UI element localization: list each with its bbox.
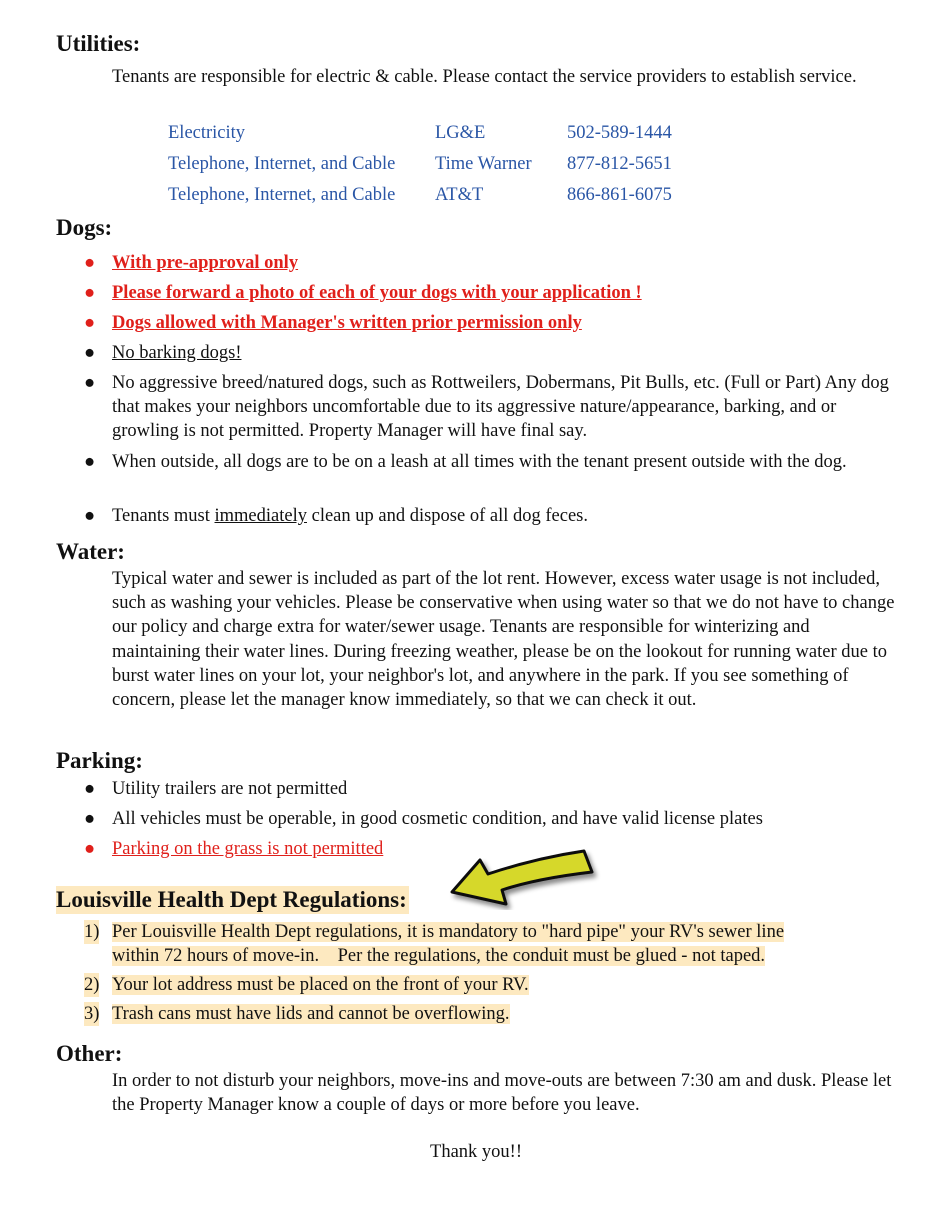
dogs-rule: Please forward a photo of each of your dogs with your application !	[112, 283, 642, 303]
bullet-dot: ●	[84, 283, 96, 303]
item-number: 3)	[84, 1002, 99, 1026]
bullet-dot: ●	[84, 506, 96, 526]
utility-provider: Time Warner	[435, 154, 532, 174]
utility-row	[168, 151, 768, 182]
dogs-rule: When outside, all dogs are to be on a leash at all times with the tenant present outside with the dog.	[112, 452, 847, 472]
bullet-dot: ●	[84, 253, 96, 273]
dogs-heading: Dogs:	[56, 215, 113, 240]
bullet-dot: ●	[84, 373, 96, 393]
bullet-dot: ●	[84, 343, 96, 363]
dogs-rule	[112, 504, 892, 528]
utility-phone: 877-812-5651	[567, 154, 672, 174]
utility-service: Telephone, Internet, and Cable	[168, 154, 396, 174]
utility-provider: LG&E	[435, 123, 486, 143]
utility-phone: 866-861-6075	[567, 185, 672, 205]
item-text	[112, 920, 852, 968]
utility-row	[168, 120, 768, 151]
item-text	[112, 1002, 852, 1026]
parking-heading: Parking:	[56, 748, 143, 773]
bullet-dot: ●	[84, 839, 96, 859]
feces-pre: Tenants must	[112, 506, 215, 526]
bullet-dot: ●	[84, 452, 96, 472]
item-line: Per Louisville Health Dept regulations, it is mandatory to "hard pipe" your RV's sewer line	[112, 922, 785, 942]
yellow-arrow-icon	[446, 846, 606, 910]
closing-text: Thank you!!	[430, 1142, 522, 1162]
dogs-rule: No aggressive breed/natured dogs, such as Rottweilers, Dobermans, Pit Bulls, etc. (Full or Part) Any dog that makes your neighbors uncomfortable due to its aggressive nature/appearance, barking, and or growling is not permitted. Property Manager will have final say.	[112, 373, 889, 442]
parking-rule: All vehicles must be operable, in good cosmetic condition, and have valid license plates	[112, 809, 763, 829]
health-heading: Louisville Health Dept Regulations:	[56, 887, 407, 912]
parking-rule: Parking on the grass is not permitted	[112, 839, 384, 859]
item-number: 2)	[84, 973, 99, 997]
bullet-dot: ●	[84, 313, 96, 333]
dogs-rule: Dogs allowed with Manager's written prior permission only	[112, 313, 582, 333]
water-text: Typical water and sewer is included as part of the lot rent. However, excess water usage is not included, such as washing your vehicles. Please be conservative when using water so that we do not have to change our policy and charge extra for water/sewer usage. Tenants are responsible for winterizing and maintaining their water lines. During freezing weather, please be on the lookout for running water due to burst water lines on your lot, your neighbor's lot, and anywhere in the park. If you see something of concern, please let the manager know immediately, so that we can check it out.	[112, 569, 895, 711]
utility-service: Telephone, Internet, and Cable	[168, 185, 396, 205]
item-line: Your lot address must be placed on the front of your RV.	[112, 975, 529, 995]
utility-phone: 502-589-1444	[567, 123, 672, 143]
utility-provider: AT&T	[435, 185, 484, 205]
utility-service: Electricity	[168, 123, 246, 143]
dogs-rule: No barking dogs!	[112, 343, 242, 363]
feces-emphasis: immediately	[214, 506, 307, 526]
utilities-table	[168, 120, 768, 213]
water-heading: Water:	[56, 539, 125, 564]
other-text: In order to not disturb your neighbors, move-ins and move-outs are between 7:30 am and dusk. Please let the Property Manager know a couple of days or more before you leave.	[112, 1071, 892, 1116]
item-number: 1)	[84, 920, 99, 944]
other-heading: Other:	[56, 1041, 123, 1066]
feces-post: clean up and dispose of all dog feces.	[306, 506, 588, 526]
item-text	[112, 973, 852, 997]
item-line: within 72 hours of move-in. Per the regulations, the conduit must be glued - not taped.	[112, 946, 766, 967]
parking-rule: Utility trailers are not permitted	[112, 779, 348, 799]
item-line: Trash cans must have lids and cannot be overflowing.	[112, 1004, 510, 1024]
utilities-intro: Tenants are responsible for electric & cable. Please contact the service providers to establish service.	[112, 67, 857, 87]
utility-row	[168, 182, 768, 213]
dogs-rule: With pre-approval only	[112, 253, 299, 273]
utilities-heading: Utilities:	[56, 31, 141, 56]
bullet-dot: ●	[84, 809, 96, 829]
bullet-dot: ●	[84, 779, 96, 799]
